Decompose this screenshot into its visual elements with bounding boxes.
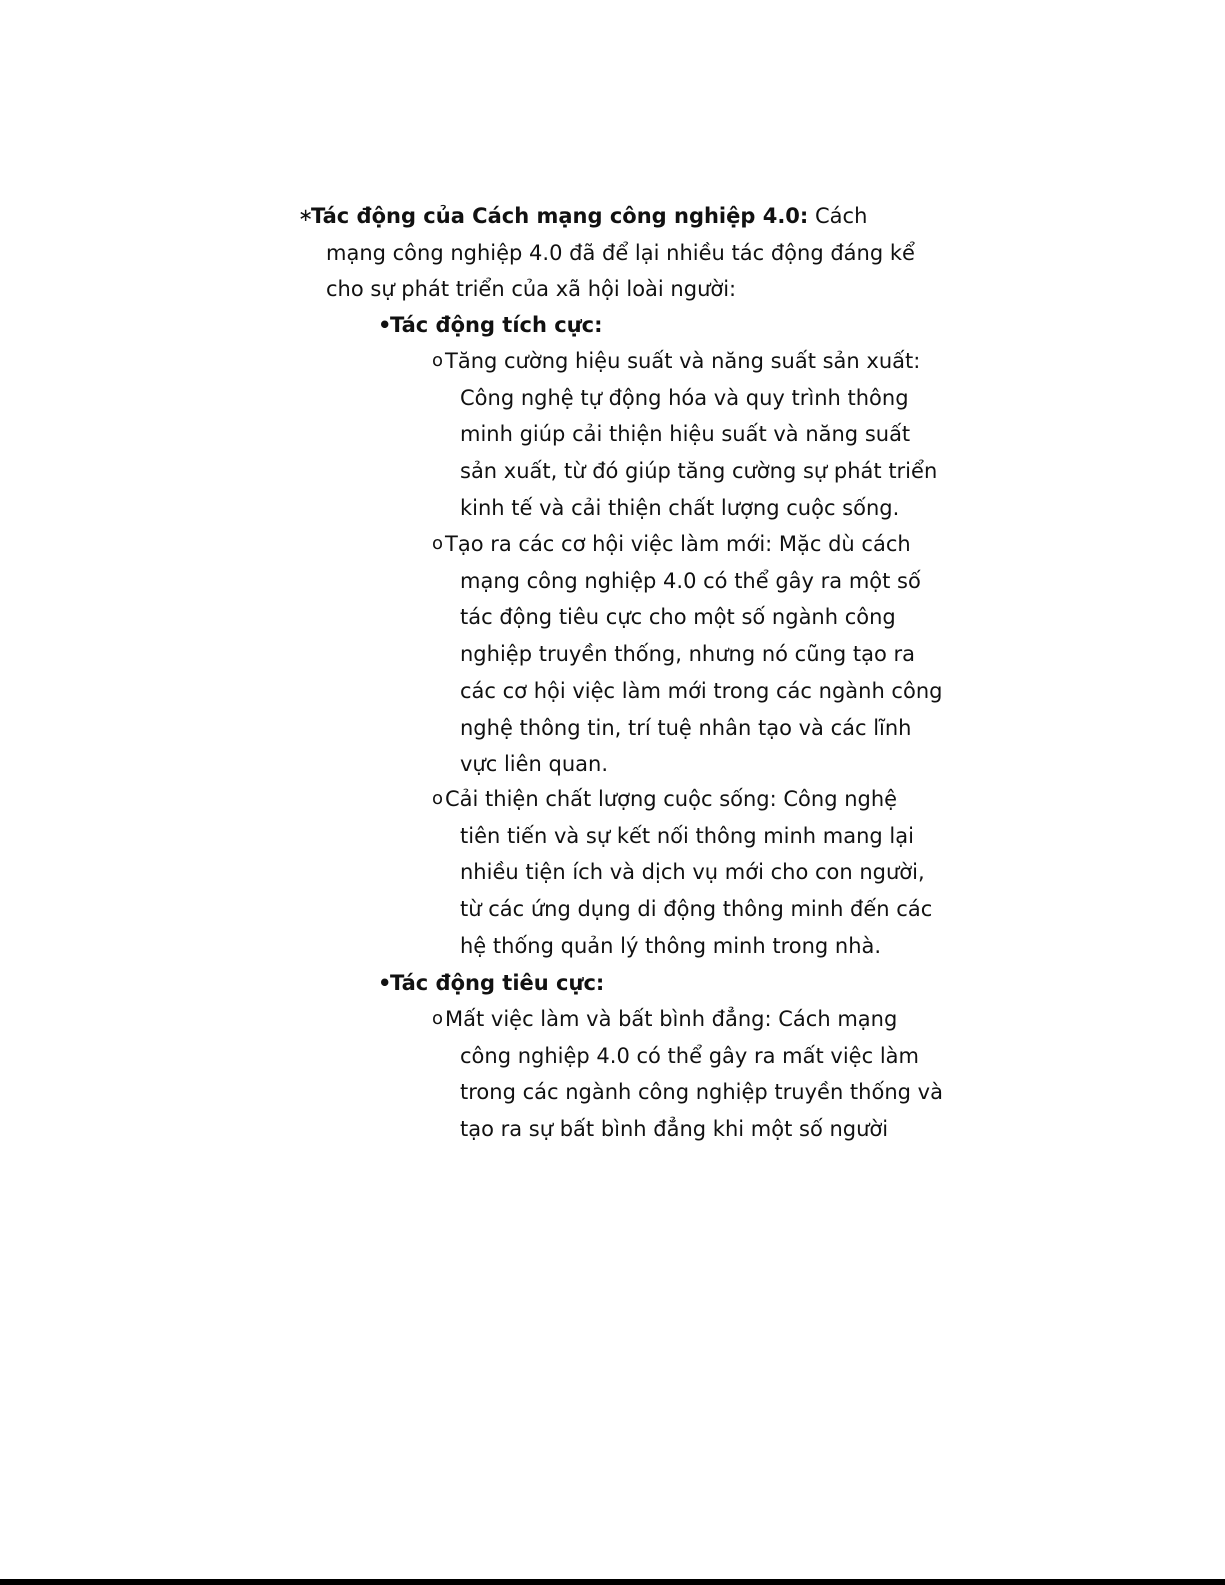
bullet-icon: •: [378, 971, 392, 995]
list-item-line: minh giúp cải thiện hiệu suất và năng suất: [460, 422, 911, 447]
section-line1-rest: Cách: [808, 204, 868, 228]
star-bullet-icon: ∗: [298, 205, 314, 226]
list-item-line: Công nghệ tự động hóa và quy trình thông: [460, 385, 909, 410]
list-item-line: Cải thiện chất lượng cuộc sống: Công nghệ: [445, 787, 898, 811]
section-title: Tác động của Cách mạng công nghiệp 4.0:: [311, 204, 809, 228]
list-item: [432, 781, 950, 965]
section-first-line: [298, 198, 926, 235]
list-item-line: nghệ thông tin, trí tuệ nhân tạo và các lĩnh: [460, 715, 912, 740]
circle-bullet-icon: o: [432, 788, 444, 809]
list-item-line: mạng công nghiệp 4.0 có thể gây ra một số: [460, 568, 921, 593]
list-item-first-line: [432, 781, 950, 818]
bullet-icon: •: [378, 313, 392, 337]
circle-bullet-icon: o: [432, 350, 444, 371]
list-item-line: tạo ra sự bất bình đẳng khi một số người: [460, 1117, 889, 1142]
list-item-line: tác động tiêu cực cho một số ngành công: [460, 605, 896, 630]
list-item-line: Tạo ra các cơ hội việc làm mới: Mặc dù cách: [445, 532, 911, 556]
list-item-first-line: [432, 1001, 950, 1038]
list-item-line: từ các ứng dụng di động thông minh đến các: [460, 897, 933, 922]
list-item-line: Mất việc làm và bất bình đẳng: Cách mạng: [445, 1007, 898, 1031]
list-item-line: trong các ngành công nghiệp truyền thống và: [460, 1080, 943, 1105]
list-item-line: nhiều tiện ích và dịch vụ mới cho con người,: [460, 860, 925, 885]
list-item-line: tiên tiến và sự kết nối thông minh mang lại: [460, 823, 914, 848]
negative-heading-text: Tác động tiêu cực:: [390, 971, 605, 995]
circle-bullet-icon: o: [432, 533, 444, 554]
bottom-border: [0, 1579, 1225, 1585]
list-item-line: nghiệp truyền thống, nhưng nó cũng tạo ra: [460, 642, 915, 667]
list-item: [432, 1001, 950, 1148]
negative-heading: [378, 965, 890, 1002]
list-item-line: các cơ hội việc làm mới trong các ngành công: [460, 678, 943, 703]
list-item-line: Tăng cường hiệu suất và năng suất sản xuất:: [445, 349, 921, 373]
list-item-first-line: [432, 526, 950, 563]
section-line: cho sự phát triển của xã hội loài người:: [326, 277, 737, 302]
section-intro: [298, 198, 926, 308]
list-item: [432, 526, 950, 783]
positive-heading-text: Tác động tích cực:: [390, 313, 603, 337]
list-item-line: vực liên quan.: [460, 752, 609, 777]
list-item-line: sản xuất, từ đó giúp tăng cường sự phát triển: [460, 459, 938, 484]
positive-heading: [378, 307, 890, 344]
list-item-first-line: [432, 343, 950, 380]
circle-bullet-icon: o: [432, 1008, 444, 1029]
section-line: mạng công nghiệp 4.0 đã để lại nhiều tác động đáng kể: [326, 240, 915, 265]
list-item: [432, 343, 950, 527]
list-item-line: hệ thống quản lý thông minh trong nhà.: [460, 933, 882, 958]
list-item-line: công nghiệp 4.0 có thể gây ra mất việc làm: [460, 1043, 919, 1068]
list-item-line: kinh tế và cải thiện chất lượng cuộc sống.: [460, 495, 900, 520]
